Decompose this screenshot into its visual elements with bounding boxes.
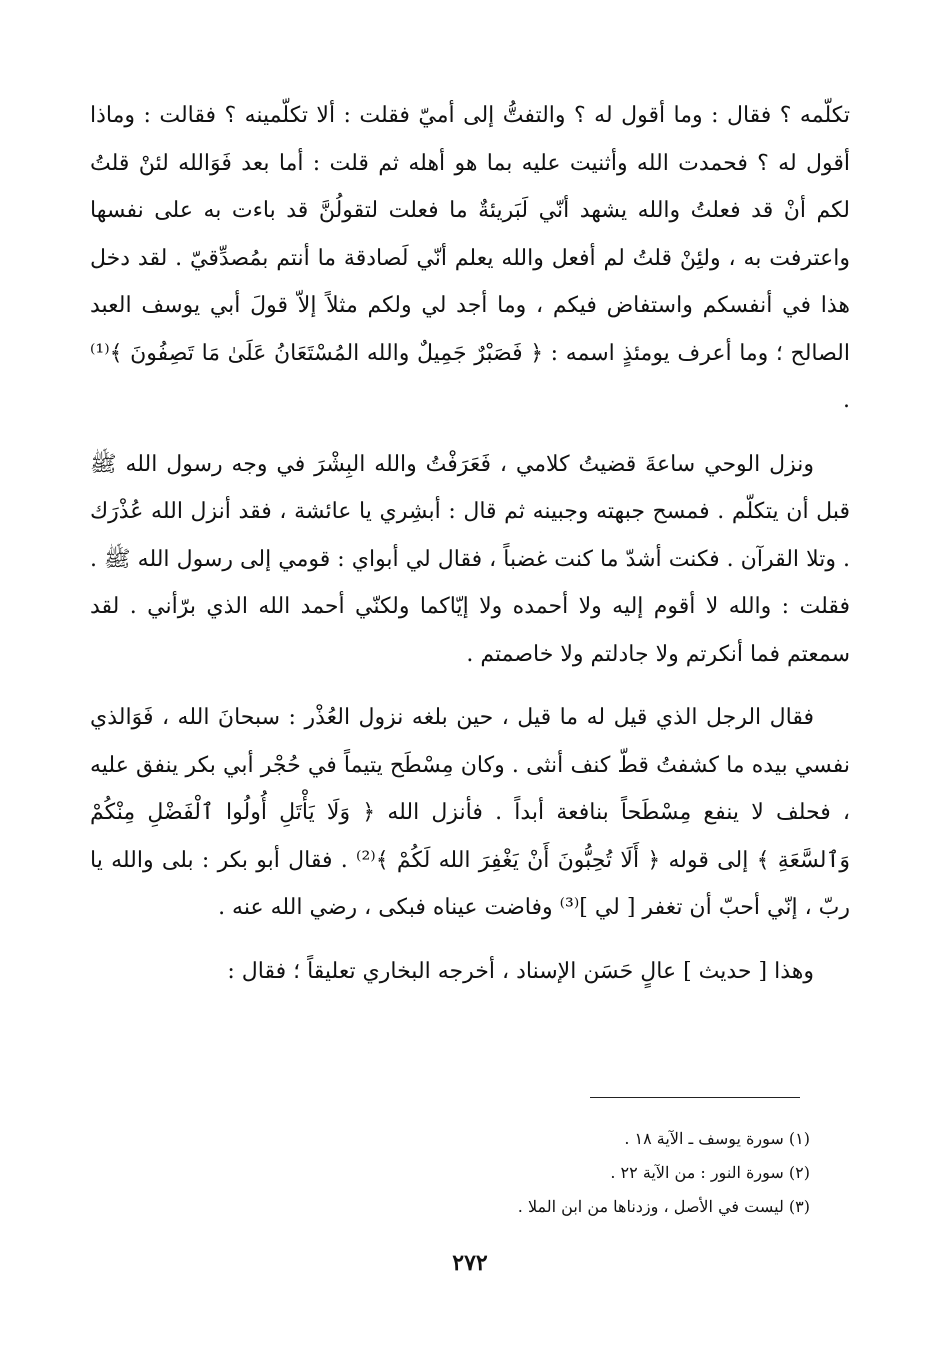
footnotes: [90, 1122, 810, 1224]
page-body: [90, 92, 850, 995]
paragraph-2: ونزل الوحي ساعةَ قضيتُ كلامي ، فَعَرَفْتُ والله البِشْرَ في وجه رسول الله ﷺ قبل أن يتكلّم . فمسح جبهته وجبينه ثم قال : أبشِري يا عائشة ، فقد أنزل الله عُذْرَك . وتلا القرآن . فكنت أشدّ ما كنت غضباً ، فقال لي أبواي : قومي إلى رسول الله ﷺ . فقلت : والله لا أقوم إليه ولا أحمده ولا إيّاكما ولكنّي أحمد الله الذي برّأني . لقد سمعتم فما أنكرتم ولا جادلتم ولا خاصمتم .: [90, 451, 850, 667]
footnote-separator: [590, 1097, 800, 1098]
footnote-1: (١) سورة يوسف ـ الآية ١٨ .: [624, 1129, 810, 1148]
page-number: ٢٧٢: [452, 1250, 488, 1276]
footnote-3: (٣) ليست في الأصل ، وزدناها من ابن الملا .: [517, 1197, 810, 1216]
footnote-2: (٢) سورة النور : من الآية ٢٢ .: [610, 1163, 810, 1182]
paragraph-1: تكلّمه ؟ فقال : وما أقول له ؟ والتفتُّ إلى أميّ فقلت : ألا تكلّمينه ؟ فقالت : وماذا أقول له ؟ فحمدت الله وأثنيت عليه بما هو أهله ثم قلت : أما بعد فَوَالله لئنْ قلتُ لكم أنْ قد فعلتُ والله يشهد أنّي لَبَريئةٌ ما فعلت لتقولُنَّ قد باءت به على نفسها واعترفت به ، ولئِنْ قلتُ لم أفعل والله يعلم أنّي لَصادقة ما أنتم بمُصدِّقيّ . لقد دخل هذا في أنفسكم واستفاض فيكم ، وما أجد لي ولكم مثلاً إلاّ قولَ أبي يوسف العبد الصالح ؛ وما أعرف يومئذٍ اسمه : ﴿ فَصَبْرٌ جَمِيلٌ والله المُسْتَعَانُ عَلَىٰ مَا تَصِفُونَ ﴾⁽¹⁾ .: [90, 103, 850, 413]
paragraph-3: فقال الرجل الذي قيل له ما قيل ، حين بلغه نزول العُذْر : سبحانَ الله ، فَوَالذي نفسي بيده ما كشفتُ قطّ كنف أنثى . وكان مِسْطَح يتيماً في حُجْر أبي بكر ينفق عليه ، فحلف لا ينفع مِسْطَحاً بنافعة أبداً . فأنزل الله ﴿ وَلَا يَأْتَلِ أُولُوا ٱلْفَضْلِ مِنْكُمْ وَٱلسَّعَةِ ﴾ إلى قوله ﴿ أَلَا تُحِبُّونَ أَنْ يَغْفِرَ الله لَكُمْ ﴾⁽²⁾ . فقال أبو بكر : بلى والله يا ربّ ، إنّي أحبّ أن تغفر [ لي ]⁽³⁾ وفاضت عيناه فبكى ، رضي الله عنه .: [90, 705, 851, 920]
paragraph-4: وهذا [ حديث ] عالٍ حَسَن الإسناد ، أخرجه البخاري تعليقاً ؛ فقال :: [227, 958, 814, 984]
